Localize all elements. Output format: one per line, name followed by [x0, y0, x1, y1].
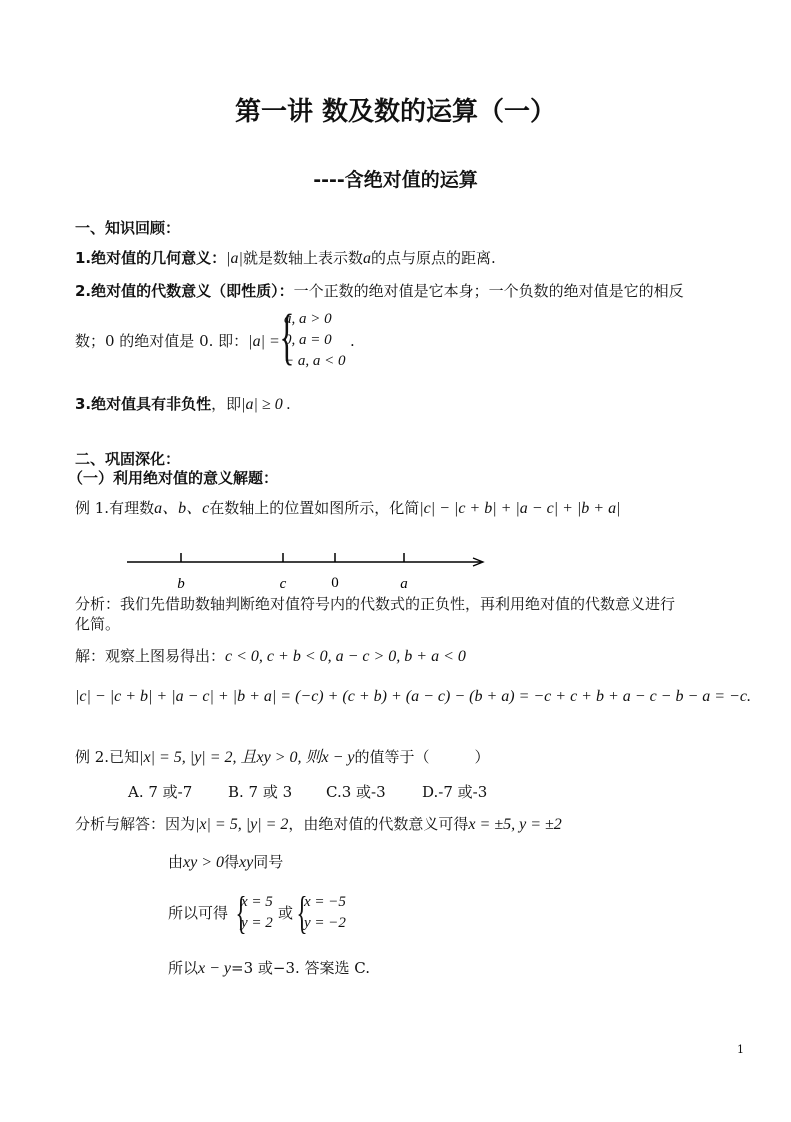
math: |c| − |c + b| + |a − c| + |b + a|	[419, 500, 621, 517]
text: 例 2.已知	[75, 748, 140, 766]
math: |a| =	[248, 333, 280, 350]
math: x = ±5, y = ±2	[468, 816, 562, 833]
equation: |c| − |c + b| + |a − c| + |b + a| = (−c) + (c + b) + (a − c) − (b + a) = −c + c + b + a − c − b − a = −c.	[75, 688, 751, 705]
axis-label: c	[279, 576, 287, 592]
math: |x| = 5, |y| = 2, 且xy > 0, 则x − y	[139, 749, 355, 766]
text: 一个正数的绝对值是它本身；一个负数的绝对值是它的相反	[293, 282, 684, 300]
equation: y = −2	[304, 915, 346, 931]
math: a	[362, 250, 371, 267]
system-2	[304, 892, 346, 934]
option-c: C.3 或-3	[326, 783, 386, 801]
brace: {	[279, 303, 295, 371]
number-line	[0, 540, 791, 600]
math: xy > 0	[183, 854, 225, 871]
equation: x = −5	[304, 894, 346, 910]
analysis-2	[75, 814, 562, 835]
page-subtitle: ----含绝对值的运算	[313, 169, 478, 191]
math: |a| ≥ 0 .	[241, 396, 291, 413]
paragraph-2-cont	[75, 331, 280, 352]
case: − a, a < 0	[284, 353, 346, 369]
system-1	[241, 892, 273, 934]
solution	[75, 646, 466, 667]
brace: {	[296, 887, 308, 938]
text: 的点与原点的距离.	[370, 249, 496, 267]
paragraph-2	[75, 281, 684, 301]
text: 数；0 的绝对值是 0. 即：	[75, 332, 249, 350]
equation: x = 5	[241, 894, 273, 910]
label: 1.绝对值的几何意义：	[75, 249, 227, 267]
option-a: A. 7 或-7	[128, 783, 193, 801]
math: x − y	[198, 960, 232, 977]
section-heading: 二、巩固深化：	[75, 450, 181, 468]
step-1	[168, 852, 283, 873]
page-title: 第一讲 数及数的运算（一）	[234, 97, 557, 127]
step-3	[168, 958, 370, 979]
equation: y = 2	[241, 915, 273, 931]
paragraph-3	[75, 394, 291, 415]
section-heading: 一、知识回顾：	[75, 219, 181, 237]
text: ，由绝对值的代数意义可得	[288, 815, 469, 833]
paragraph-1	[75, 248, 496, 269]
option-d: D.-7 或-3	[422, 783, 488, 801]
axis-label: a	[400, 576, 408, 592]
math: xy	[239, 854, 254, 871]
example-2	[75, 747, 490, 768]
axis-label: 0	[331, 575, 339, 591]
text: 所以可得	[168, 904, 229, 922]
text: ，即	[211, 395, 242, 413]
text: =3 或−3. 答案选 C.	[231, 959, 371, 977]
analysis-text: 分析：我们先借助数轴判断绝对值符号内的代数式的正负性，再利用绝对值的代数意义进行	[75, 595, 676, 613]
text: 所以	[168, 959, 199, 977]
text: 得	[224, 853, 240, 871]
example-1	[75, 498, 621, 519]
text: 例 1.有理数	[75, 499, 155, 517]
axis-label: b	[177, 576, 185, 592]
brace: {	[235, 887, 247, 938]
math: c < 0, c + b < 0, a − c > 0, b + a < 0	[225, 648, 466, 665]
case: 0, a = 0	[284, 332, 332, 348]
text: 的值等于（ ）	[354, 748, 490, 766]
math: a、b、c	[154, 500, 210, 517]
option-b: B. 7 或 3	[228, 783, 293, 801]
text: 分析与解答：因为	[75, 815, 196, 833]
piecewise-cases	[284, 309, 346, 372]
label: 2.绝对值的代数意义（即性质）：	[75, 282, 294, 300]
case: a, a > 0	[284, 311, 332, 327]
text: 就是数轴上表示数	[242, 249, 363, 267]
text: 由	[168, 853, 184, 871]
subsection-heading: （一）利用绝对值的意义解题：	[68, 469, 279, 487]
text: 在数轴上的位置如图所示，化简	[209, 499, 420, 517]
period: .	[350, 332, 355, 350]
page-number: 1	[737, 1043, 744, 1056]
math: |x| = 5, |y| = 2	[195, 816, 289, 833]
text: 或	[278, 904, 294, 922]
analysis-text: 化简。	[75, 615, 121, 633]
math: |a|	[226, 250, 243, 267]
text: 同号	[253, 853, 284, 871]
label: 3.绝对值具有非负性	[75, 395, 212, 413]
text: 解：观察上图易得出：	[75, 647, 226, 665]
